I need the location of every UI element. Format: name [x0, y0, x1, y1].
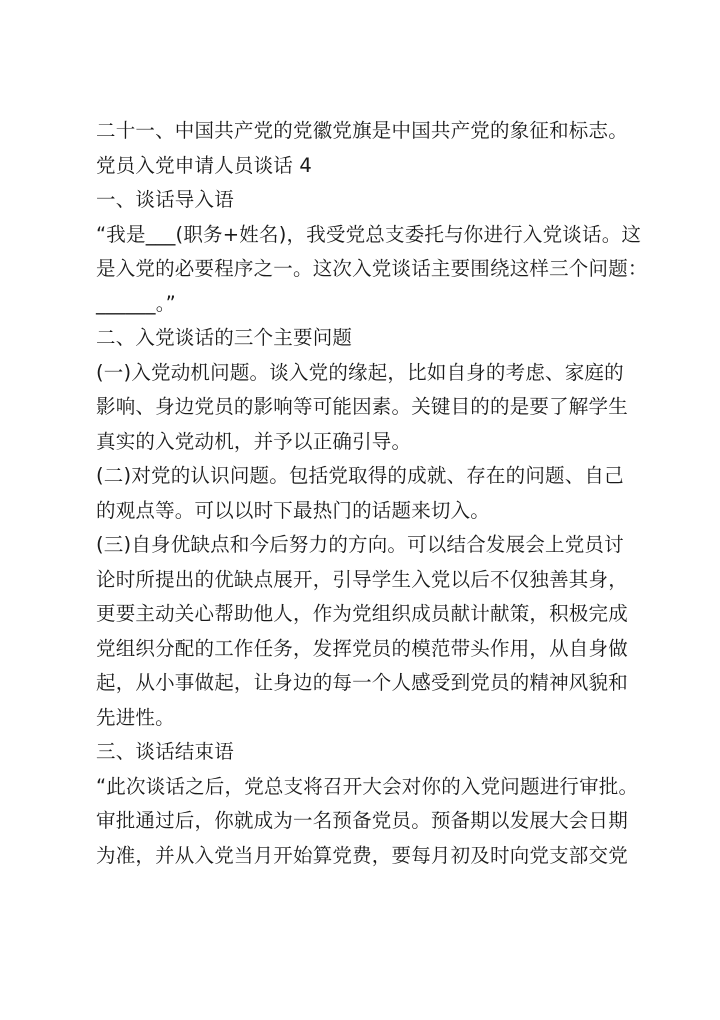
text-line: 为准，并从入党当月开始算党费，要每月初及时向党支部交党: [96, 843, 628, 867]
text-line: (一)入党动机问题。谈入党的缘起，比如自身的考虑、家庭的: [96, 360, 624, 384]
text-line: 论时所提出的优缺点展开，引导学生入党以后不仅独善其身，: [96, 567, 628, 591]
section-heading: 二、入党谈话的三个主要问题: [96, 326, 353, 349]
section-heading: 三、谈话结束语: [96, 740, 234, 763]
text-line: 真实的入党动机，并予以正确引导。: [96, 429, 412, 453]
text-line: 审批通过后，你就成为一名预备党员。预备期以发展大会日期: [96, 809, 628, 832]
text-line: “此次谈话之后，党总支将召开大会对你的入党问题进行审批。: [96, 774, 639, 798]
section-heading: 党员入党申请人员谈话 4: [96, 153, 313, 177]
text-line: 先进性。: [96, 705, 175, 729]
text-line: ______。”: [96, 291, 176, 315]
text-line: (三)自身优缺点和今后努力的方向。可以结合发展会上党员讨: [96, 533, 624, 556]
text-line: 党组织分配的工作任务，发挥党员的模范带头作用，从自身做: [96, 636, 628, 660]
text-line: (二)对党的认识问题。包括党取得的成就、存在的问题、自己: [96, 464, 624, 487]
text-line: “我是___(职务+姓名)，我受党总支委托与你进行入党谈话。这: [96, 222, 642, 246]
text-line: 起，从小事做起，让身边的每一个人感受到党员的精神风貌和: [96, 671, 628, 694]
text-line: 影响、身边党员的影响等可能因素。关键目的的是要了解学生: [96, 395, 628, 418]
text-line: 是入党的必要程序之一。这次入党谈话主要围绕这样三个问题：: [96, 257, 648, 280]
text-line: 更要主动关心帮助他人，作为党组织成员献计献策，积极完成: [96, 602, 628, 625]
section-heading: 一、谈话导入语: [96, 188, 234, 211]
text-line: 的观点等。可以以时下最热门的话题来切入。: [96, 498, 491, 522]
text-line: 二十一、中国共产党的党徽党旗是中国共产党的象征和标志。: [96, 119, 628, 142]
document-body: [96, 114, 648, 873]
